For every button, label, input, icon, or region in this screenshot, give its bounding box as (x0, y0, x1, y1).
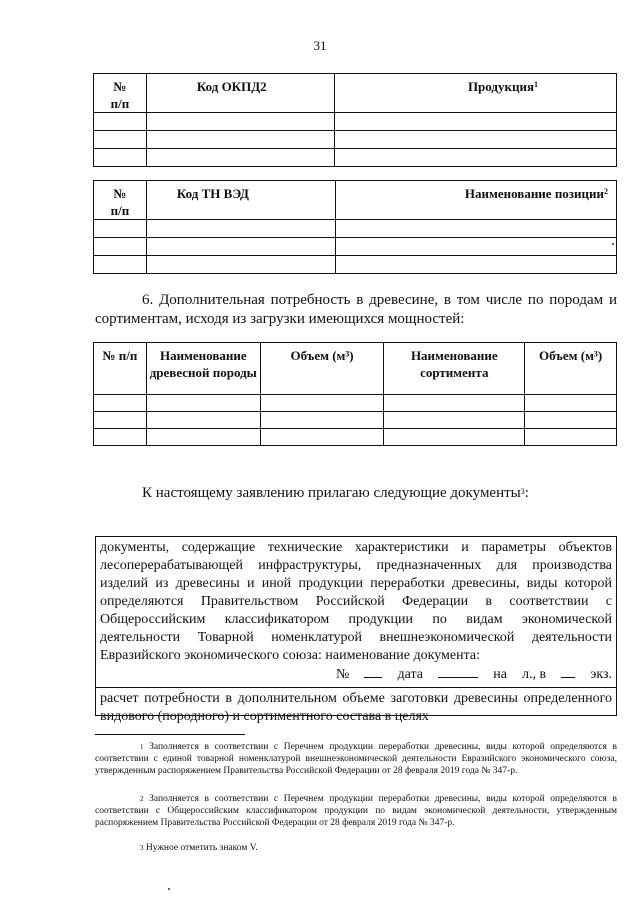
table-cell[interactable] (94, 429, 147, 446)
okpd-table (93, 73, 617, 167)
footnote-text: Нужное отметить знаком V. (145, 843, 258, 853)
table-cell[interactable] (94, 220, 147, 238)
header-number: № п/п (94, 181, 147, 220)
tnved-table (93, 180, 617, 274)
footnote-number: 2 (140, 795, 144, 803)
table-row (94, 220, 617, 238)
header-number: № п/п (94, 343, 147, 395)
table-cell[interactable] (146, 113, 335, 131)
table-cell[interactable] (94, 131, 147, 149)
table-row (94, 256, 617, 274)
footnote-3 (95, 842, 617, 854)
table-cell[interactable] (146, 395, 260, 412)
table-cell[interactable] (335, 256, 616, 274)
section-6-text: 6. Дополнительная потребность в древесине, в том числе по породам и сортиментам, исходя из загрузки имеющихся мощностей: (95, 292, 617, 327)
table-cell[interactable] (335, 113, 617, 131)
field-copies-label: л., в (522, 667, 547, 682)
table-cell[interactable] (525, 412, 617, 429)
wood-table (93, 342, 617, 446)
attachments-intro-tail: : (524, 485, 529, 501)
header-volume: Объем (м³) (260, 343, 384, 395)
documents-box (95, 536, 617, 724)
footnote-number: 3 (140, 844, 144, 852)
header-wood-species: Наименование древесной породы (146, 343, 260, 395)
field-date-label: дата (397, 667, 424, 682)
document-item-text: расчет потребности в дополнительном объеме заготовки древесины определенного видового (породного) и сортиментного состава в целях (100, 691, 612, 724)
table-row (94, 429, 617, 446)
footnote-ref: 2 (604, 187, 608, 196)
table-row (94, 395, 617, 412)
header-okpd-code: Код ОКПД2 (146, 74, 335, 113)
footnote-ref: 1 (534, 80, 538, 89)
header-position-name: Наименование позиции$^2$ (335, 181, 616, 220)
footnote-2 (95, 793, 617, 829)
scan-speck (168, 888, 170, 890)
table-cell[interactable] (94, 412, 147, 429)
table-cell[interactable] (94, 113, 147, 131)
table-cell[interactable] (335, 238, 616, 256)
table-cell[interactable] (94, 256, 147, 274)
footnote-ref: 3 (520, 487, 525, 496)
document-item-technical[interactable] (96, 537, 616, 688)
table-header-row (94, 343, 617, 395)
field-number-label: № (336, 667, 350, 682)
table-cell[interactable] (94, 395, 147, 412)
footnote-divider (95, 734, 245, 735)
table-row (94, 131, 617, 149)
field-copies-blank[interactable] (561, 665, 575, 678)
table-header-row (94, 181, 617, 220)
table-cell[interactable] (146, 149, 335, 167)
document-item-calculation[interactable] (96, 688, 616, 728)
table-cell[interactable] (146, 238, 335, 256)
table-header-row (94, 74, 617, 113)
header-assortment: Наименование сортимента (384, 343, 525, 395)
document-details-line (100, 665, 612, 684)
page-number: 31 (313, 38, 327, 53)
scan-speck (612, 243, 614, 245)
field-number-blank[interactable] (364, 665, 382, 678)
header-tnved-code: Код ТН ВЭД (146, 181, 335, 220)
document-item-text: документы, содержащие технические характеристики и параметры объектов лесоперерабатывающей инфраструктуры, предназначенных для производства изделий из древесины и иной продукции переработки древесины, виды которой определяются Правительством Российской Федерации в соответствии с Общероссийским классификатором продукции по видам экономической деятельности Товарной номенклатурой внешнеэкономической деятельности Евразийского экономического союза: наименование документа: (100, 540, 612, 663)
table-cell[interactable] (525, 395, 617, 412)
table-cell[interactable] (335, 149, 617, 167)
table-cell[interactable] (525, 429, 617, 446)
table-cell[interactable] (384, 412, 525, 429)
table-row (94, 149, 617, 167)
table-cell[interactable] (146, 429, 260, 446)
footnote-text: Заполняется в соответствии с Перечнем продукции переработки древесины, виды которой определяются в соответствии с Общероссийским классификатором продукции по видам экономической деятельности, утвержденным распоряжением Правительства Российской Федерации от 28 февраля 2019 года № 347-р. (95, 794, 617, 828)
footnote-number: 1 (140, 743, 144, 751)
header-volume: Объем (м³) (525, 343, 617, 395)
table-row (94, 113, 617, 131)
table-cell[interactable] (94, 149, 147, 167)
table-cell[interactable] (260, 429, 384, 446)
table-cell[interactable] (146, 256, 335, 274)
attachments-intro-text: К настоящему заявлению прилагаю следующие документы (142, 485, 521, 501)
table-cell[interactable] (384, 395, 525, 412)
table-row (94, 238, 617, 256)
table-cell[interactable] (335, 220, 616, 238)
table-cell[interactable] (146, 412, 260, 429)
table-cell[interactable] (146, 220, 335, 238)
field-copies-unit: экз. (590, 667, 612, 682)
table-cell[interactable] (260, 395, 384, 412)
footnote-text: Заполняется в соответствии с Перечнем продукции переработки древесины, виды которой определяются в соответствии с единой товарной номенклатурой внешнеэкономической деятельности Евразийского экономического союза, утвержденным распоряжением Правительства Российской Федерации от 28 февраля 2019 года № 347-р. (95, 742, 617, 776)
footnote-1 (95, 741, 617, 777)
table-cell[interactable] (146, 131, 335, 149)
header-product: Продукция$^1$ (335, 74, 617, 113)
table-cell[interactable] (260, 412, 384, 429)
table-row (94, 412, 617, 429)
table-cell[interactable] (335, 131, 617, 149)
field-pages-label: на (493, 667, 507, 682)
attachments-intro (95, 484, 617, 503)
field-date-blank[interactable] (438, 665, 478, 678)
header-number: № п/п (94, 74, 147, 113)
table-cell[interactable] (94, 238, 147, 256)
table-cell[interactable] (384, 429, 525, 446)
